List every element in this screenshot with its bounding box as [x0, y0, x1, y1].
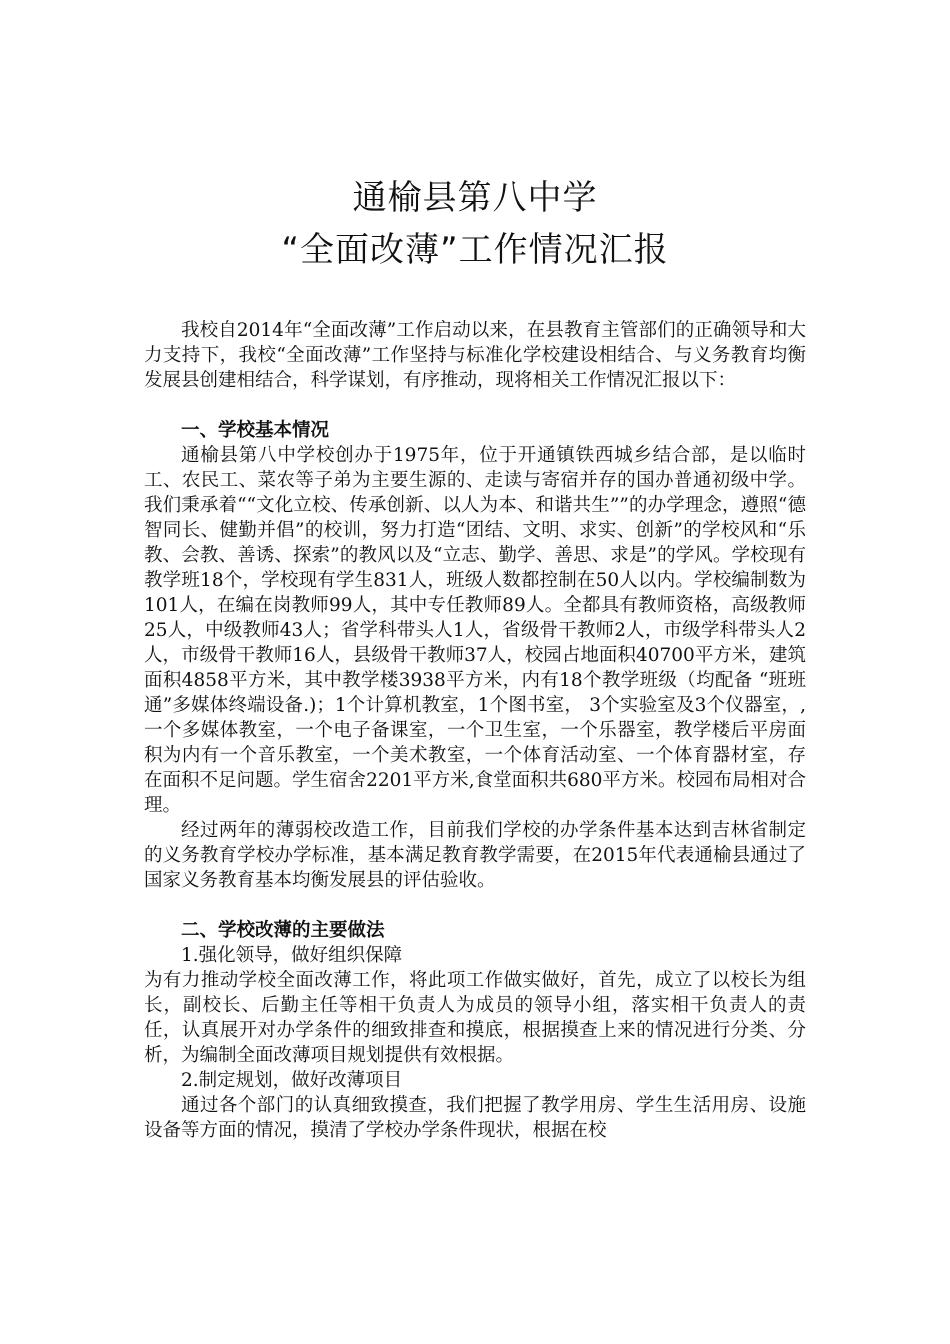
- section-1-paragraph-1: 通榆县第八中学校创办于1975年，位于开通镇铁西城乡结合部，是以临时工、农民工、菜农等子弟为主要生源的、走读与寄宿并存的国办普通初级中学。我们秉承着““文化立校、传承创新、以人为本、和谐共生””的办学理念，遵照“德智同长、健勤并倡”的校训，努力打造“团结、文明、求实、创新”的学校风和“乐教、会教、善诱、探索”的教风以及“立志、勤学、善思、求是”的学风。学校现有教学班18个，学校现有学生831人，班级人数都控制在50人以内。学校编制数为101人，在编在岗教师99人，其中专任教师89人。全都具有教师资格，高级教师25人，中级教师43人；省学科带头人1人，省级骨干教师2人，市级学科带头人2人，市级骨干教师16人，县级骨干教师37人，校园占地面积40700平方米，建筑面积4858平方米，其中教学楼3938平方米，内有18个教学班级（均配备 “班班通”多媒体终端设备.)；1个计算机教室，1个图书室， 3个实验室及3个仪器室，,一个多媒体教室，一个电子备课室，一个卫生室，一个乐器室，教学楼后平房面积为内有一个音乐教室，一个美术教室，一个体育活动室、一个体育器材室，存在面积不足问题。学生宿舍2201平方米,食堂面积共680平方米。校园布局相对合理。: [144, 445, 806, 816]
- school-name-title: 通榆县第八中学: [352, 178, 598, 218]
- section-1-heading: 一、学校基本情况: [181, 420, 330, 441]
- spacer: [144, 393, 806, 418]
- spacer: [144, 893, 806, 918]
- intro-paragraph: 我校自2014年“全面改薄”工作启动以来，在县教育主管部们的正确领导和大力支持下，我校“全面改薄”工作坚持与标准化学校建设相结合、与义务教育均衡发展县创建相结合，科学谋划，有序推动，现将相关工作情况汇报以下：: [144, 320, 806, 391]
- section-2-paragraph-1: 为有力推动学校全面改薄工作，将此项工作做实做好，首先，成立了以校长为组长，副校长、后勤主任等相干负责人为成员的领导小组，落实相干负责人的责任，认真展开对办学条件的细致排查和摸底，根据摸查上来的情况进行分类、分析，为编制全面改薄项目规划提供有效根据。: [144, 970, 806, 1066]
- section-2-heading: 二、学校改薄的主要做法: [181, 920, 385, 941]
- report-body: [144, 318, 806, 1143]
- section-1-paragraph-2: 经过两年的薄弱校改造工作，目前我们学校的办学条件基本达到吉林省制定的义务教育学校办学标准，基本满足教育教学需要，在2015年代表通榆县通过了国家义务教育基本均衡发展县的评估验收。: [144, 820, 806, 891]
- section-2-paragraph-2: 通过各个部门的认真细致摸查，我们把握了教学用房、学生生活用房、设施设备等方面的情况，摸清了学校办学条件现状，根据在校: [144, 1095, 806, 1141]
- section-2-subheading-1: 1.强化领导，做好组织保障: [181, 945, 403, 966]
- report-title: “全面改薄”工作情况汇报: [281, 230, 669, 270]
- section-2-subheading-2: 2.制定规划，做好改薄项目: [181, 1070, 403, 1091]
